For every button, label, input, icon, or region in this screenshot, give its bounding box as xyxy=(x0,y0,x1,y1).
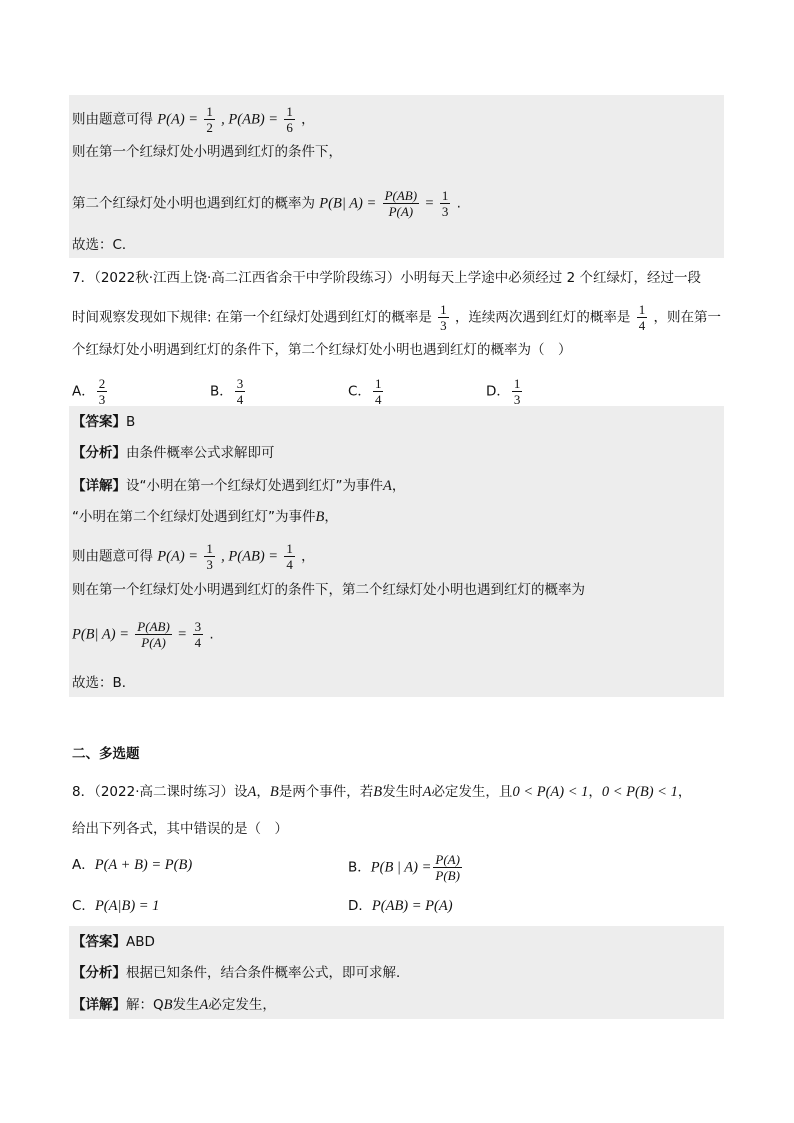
option-label: B． xyxy=(210,383,233,400)
text: 发生 xyxy=(172,997,200,1013)
var-b: B xyxy=(315,509,325,525)
denominator: P(A) xyxy=(141,635,166,650)
numerator: 3 xyxy=(194,619,202,634)
denominator: 3 xyxy=(440,318,447,333)
denominator: P(A) xyxy=(388,204,414,219)
denominator: 2 xyxy=(206,120,213,135)
detail-tag: 【详解】 xyxy=(72,478,126,494)
fraction xyxy=(373,376,384,407)
text: 时间观察发现如下规律: 在第一个红绿灯处遇到红灯的概率是 xyxy=(72,309,432,326)
analysis-text: 由条件概率公式求解即可 xyxy=(126,445,275,461)
text: . xyxy=(209,626,214,643)
fraction xyxy=(637,302,648,333)
detail-tag: 【详解】 xyxy=(72,997,126,1013)
q7-detail-line1 xyxy=(72,476,405,496)
numerator: 1 xyxy=(286,541,293,556)
text: 发生时 xyxy=(382,784,423,800)
numerator: P(AB) xyxy=(384,188,418,203)
fraction xyxy=(438,302,449,333)
q7-detail-line2 xyxy=(72,507,338,527)
fraction xyxy=(135,619,171,650)
option-label: A． xyxy=(72,857,95,873)
text: ， xyxy=(301,111,315,128)
q8-option-d xyxy=(348,896,453,916)
formula-pa: P(A) = xyxy=(157,548,199,565)
option-label: D． xyxy=(486,383,510,400)
var-a: A xyxy=(199,997,209,1013)
option-label: A． xyxy=(72,383,95,400)
numerator: P(AB) xyxy=(137,619,170,634)
block1-line3 xyxy=(72,188,461,219)
numerator: 1 xyxy=(440,302,447,317)
q7-detail-line3 xyxy=(72,541,315,572)
option-label: C． xyxy=(348,383,371,400)
option-formula: P(AB) = P(A) xyxy=(371,898,453,914)
denominator: 4 xyxy=(374,392,382,407)
denominator: 4 xyxy=(638,318,646,333)
fraction xyxy=(204,104,215,135)
inequality-pa: 0 < P(A) < 1 xyxy=(512,784,589,800)
block1-conclusion: 故选：C． xyxy=(72,237,136,253)
q8-option-a xyxy=(72,855,192,875)
option-label: B． xyxy=(348,859,371,876)
q8-detail xyxy=(72,995,276,1015)
var-b: B xyxy=(269,784,279,800)
q7-line2 xyxy=(72,302,721,333)
q8-line1 xyxy=(72,782,691,802)
text: 必定发生，且 xyxy=(431,784,513,800)
q8-analysis xyxy=(72,963,410,983)
numerator: 1 xyxy=(638,302,646,317)
text: ， xyxy=(256,784,270,800)
text: 第二个红绿灯处小明也遇到红灯的概率为 xyxy=(72,195,315,212)
q7-line1: 7．（2022秋·江西上饶·高二江西省余干中学阶段练习）小明每天上学途中必须经过 2 个红绿灯，经过一段 xyxy=(72,270,701,286)
q7-option-b xyxy=(210,376,247,407)
fraction xyxy=(433,852,462,883)
fraction xyxy=(97,376,108,407)
formula-pab: , P(AB) = xyxy=(221,111,279,128)
equals: = xyxy=(178,626,187,643)
option-formula: P(B | A) = xyxy=(370,859,432,876)
formula-pba: P(B| A) = xyxy=(72,626,129,643)
denominator: 4 xyxy=(286,557,293,572)
numerator: P(A) xyxy=(435,852,460,867)
text: ， xyxy=(391,478,406,494)
text: 是两个事件，若 xyxy=(278,784,374,800)
text: 必定发生， xyxy=(208,997,276,1013)
text: ，连续两次遇到红灯的概率是 xyxy=(454,309,631,326)
var-b: B xyxy=(373,784,383,800)
text: ， xyxy=(588,784,602,800)
text: 设“小明在第一个红绿灯处遇到红灯”为事件 xyxy=(126,478,383,494)
text: ，则在第一 xyxy=(653,309,722,326)
denominator: 4 xyxy=(194,635,202,650)
numerator: 1 xyxy=(513,376,521,391)
text: 8．（2022·高二课时练习）设 xyxy=(72,784,248,800)
analysis-tag: 【分析】 xyxy=(72,965,126,981)
formula-pba: P(B| A) = xyxy=(319,195,377,212)
text: ， xyxy=(677,784,692,800)
numerator: 3 xyxy=(236,376,244,391)
q7-detail-line4: 则在第一个红绿灯处小明遇到红灯的条件下，第二个红绿灯处小明也遇到红灯的概率为 xyxy=(72,582,585,598)
option-formula: P(A|B) = 1 xyxy=(94,898,160,914)
q7-option-a xyxy=(72,376,109,407)
fraction xyxy=(284,104,295,135)
q7-conclusion: 故选：B． xyxy=(72,675,136,691)
analysis-tag: 【分析】 xyxy=(72,445,126,461)
denominator: 3 xyxy=(441,204,449,219)
fraction xyxy=(193,619,204,650)
answer-value: ABD xyxy=(126,934,155,950)
q8-option-c xyxy=(72,896,159,916)
equals: = xyxy=(425,195,434,212)
numerator: 1 xyxy=(374,376,382,391)
numerator: 1 xyxy=(286,104,293,119)
var-a: A xyxy=(247,784,257,800)
inequality-pb: 0 < P(B) < 1 xyxy=(601,784,678,800)
var-a: A xyxy=(383,478,392,494)
fraction xyxy=(284,541,295,572)
option-label: D． xyxy=(348,898,372,914)
text: ， xyxy=(324,509,338,525)
fraction xyxy=(440,188,451,219)
denominator: 3 xyxy=(513,392,521,407)
block1-line2: 则在第一个红绿灯处小明遇到红灯的条件下， xyxy=(72,144,342,160)
q8-option-b xyxy=(348,852,464,883)
formula-pa: P(A) = xyxy=(157,111,199,128)
fraction xyxy=(235,376,246,407)
numerator: 2 xyxy=(98,376,106,391)
text: 则由题意可得 xyxy=(72,548,153,565)
numerator: 1 xyxy=(441,188,449,203)
q8-answer xyxy=(72,932,155,952)
text: 则由题意可得 xyxy=(72,111,153,128)
text: ， xyxy=(301,548,315,565)
denominator: 3 xyxy=(98,392,106,407)
denominator: P(B) xyxy=(435,868,460,883)
text: 解：Q xyxy=(126,997,164,1013)
denominator: 4 xyxy=(236,392,244,407)
q7-analysis xyxy=(72,443,275,463)
q7-detail-line5 xyxy=(72,619,214,650)
option-formula: P(A + B) = P(B) xyxy=(94,857,193,873)
denominator: 6 xyxy=(286,120,293,135)
block1-line1 xyxy=(72,104,315,135)
option-label: C． xyxy=(72,898,95,914)
answer-tag: 【答案】 xyxy=(72,934,126,950)
q7-option-c xyxy=(348,376,385,407)
numerator: 1 xyxy=(206,541,213,556)
answer-tag: 【答案】 xyxy=(72,414,126,430)
text: . xyxy=(456,195,461,212)
q7-line3: 个红绿灯处小明遇到红灯的条件下，第二个红绿灯处小明也遇到红灯的概率为（ ） xyxy=(72,342,572,358)
text: “小明在第二个红绿灯处遇到红灯”为事件 xyxy=(72,509,316,525)
var-a: A xyxy=(422,784,432,800)
denominator: 3 xyxy=(206,557,213,572)
formula-pab: , P(AB) = xyxy=(221,548,279,565)
analysis-text: 根据已知条件，结合条件概率公式，即可求解． xyxy=(126,965,410,981)
q8-line2: 给出下列各式，其中错误的是（ ） xyxy=(72,821,288,837)
q7-option-d xyxy=(486,376,524,407)
fraction xyxy=(383,188,419,219)
fraction xyxy=(512,376,523,407)
fraction xyxy=(204,541,215,572)
var-b: B xyxy=(163,997,173,1013)
section-title: 二、多选题 xyxy=(72,746,140,762)
q7-answer xyxy=(72,412,135,432)
numerator: 1 xyxy=(206,104,213,119)
answer-value: B xyxy=(126,414,136,430)
